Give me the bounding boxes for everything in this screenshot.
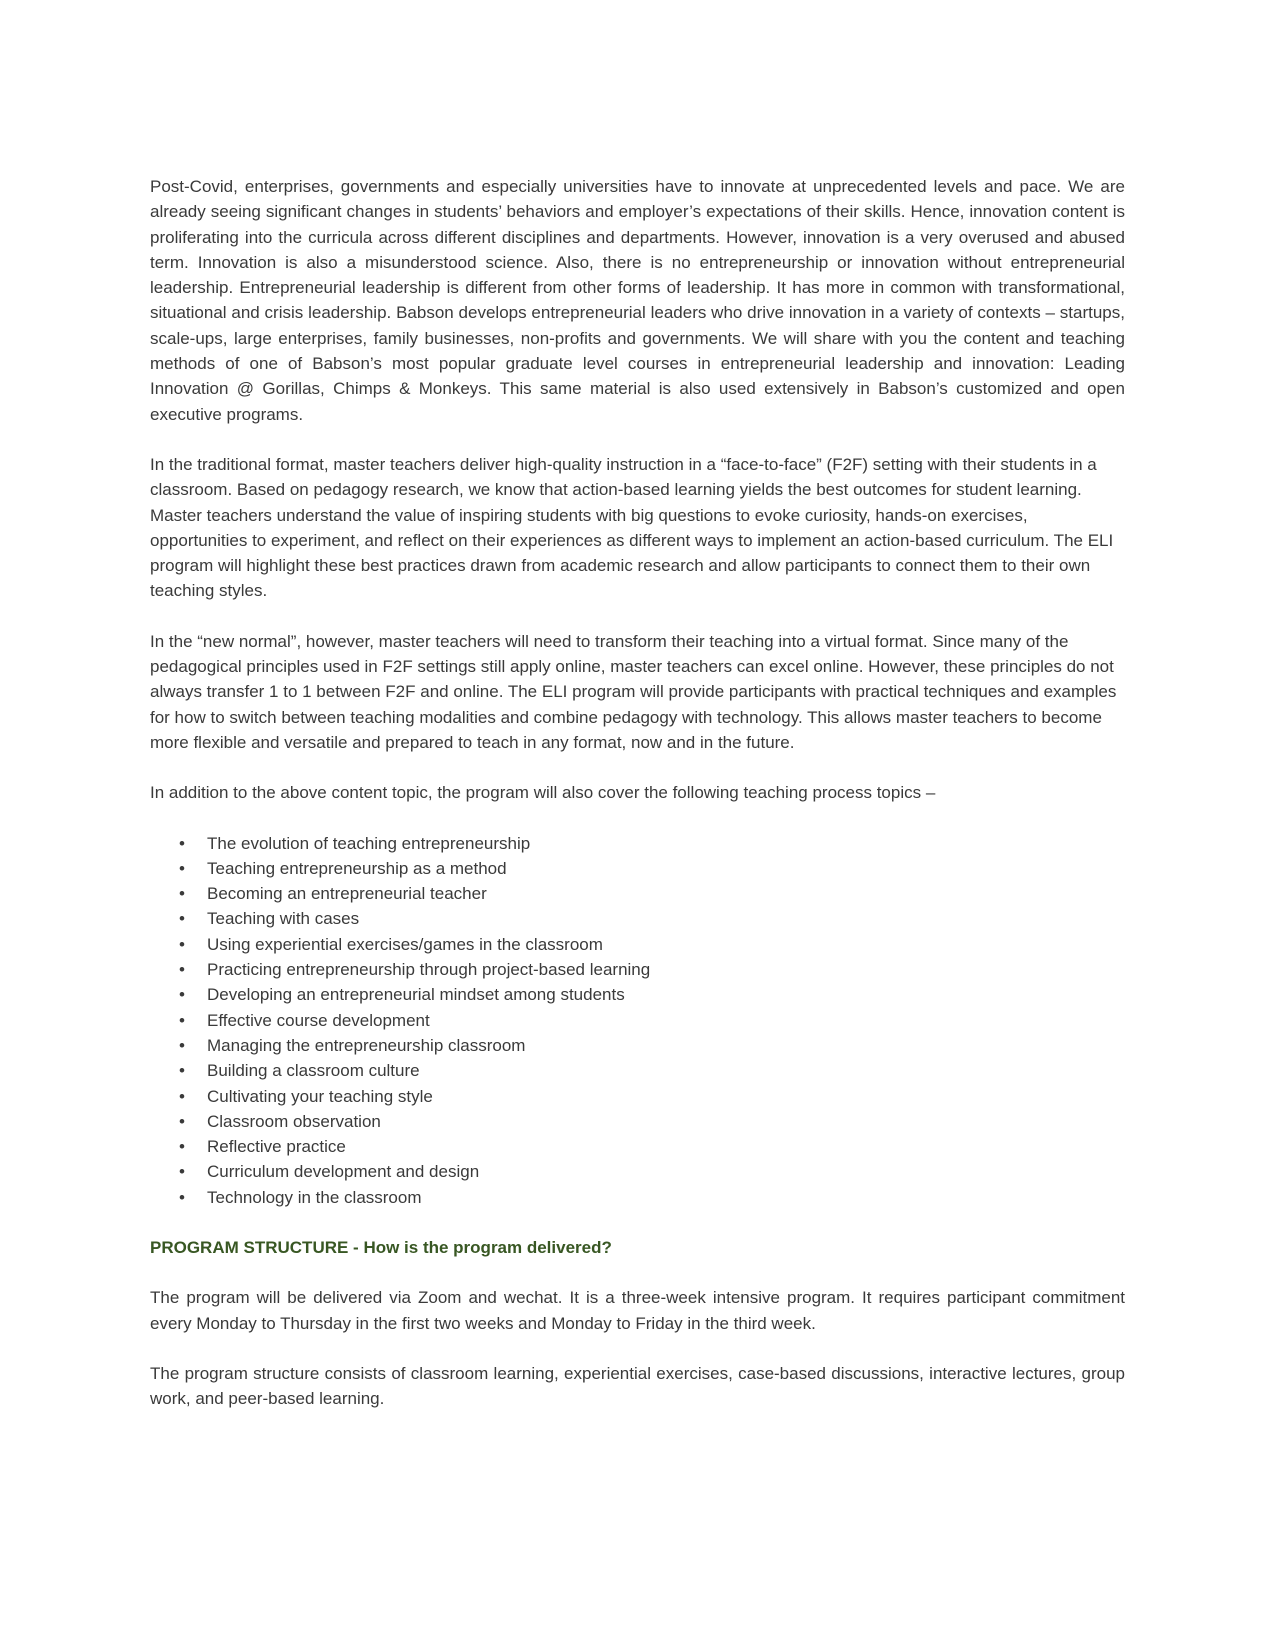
list-item: • Teaching entrepreneurship as a method	[150, 856, 1125, 881]
paragraph-structure: The program structure consists of classroom learning, experiential exercises, case-based discussions, interactive lectures, group work, and peer-based learning.	[150, 1363, 1125, 1409]
list-item: • Building a classroom culture	[150, 1058, 1125, 1083]
paragraph-new-normal: In the “new normal”, however, master teachers will need to transform their teaching into a virtual format. Since many of the pedagogical principles used in F2F settings still apply online, master teachers can excel online. However, these principles do not always transfer 1 to 1 between F2F and online. The ELI program will provide participants with practical techniques and examples for how to switch between teaching modalities and combine pedagogy with technology. This allows master teachers to become more flexible and versatile and prepared to teach in any format, now and in the future.	[150, 631, 1117, 752]
paragraph-delivery: The program will be delivered via Zoom and wechat. It is a three-week intensive program. It requires participant commitment every Monday to Thursday in the first two weeks and Monday to Friday in the third week.	[150, 1288, 1125, 1333]
list-item: • Using experiential exercises/games in the classroom	[150, 932, 1125, 957]
list-item: • Reflective practice	[150, 1134, 1125, 1159]
paragraph-topics-lead: In addition to the above content topic, the program will also cover the following teaching process topics –	[150, 783, 936, 803]
list-item: • Developing an entrepreneurial mindset among students	[150, 982, 1125, 1007]
list-item: • Teaching with cases	[150, 906, 1125, 931]
topics-list	[150, 831, 1125, 1210]
paragraph-intro: Post-Covid, enterprises, governments and especially universities have to innovate at unprecedented levels and pace. We are already seeing significant changes in students’ behaviors and employer’s expectations of their skills. Hence, innovation content is proliferating into the curricula across different disciplines and departments. However, innovation is a very overused and abused term. Innovation is also a misunderstood science. Also, there is no entrepreneurship or innovation without entrepreneurial leadership. Entrepreneurial leadership is different from other forms of leadership. It has more in common with transformational, situational and crisis leadership. Babson develops entrepreneurial leaders who drive innovation in a variety of contexts – startups, scale-ups, large enterprises, family businesses, non-profits and governments. We will share with you the content and teaching methods of one of Babson’s most popular graduate level courses in entrepreneurial leadership and innovation: Leading Innovation @ Gorillas, Chimps & Monkeys. This same material is also used extensively in Babson’s customized and open executive programs.	[150, 177, 1125, 424]
list-item: • Technology in the classroom	[150, 1185, 1125, 1210]
list-item: • Practicing entrepreneurship through project-based learning	[150, 957, 1125, 982]
list-item: • Managing the entrepreneurship classroom	[150, 1033, 1125, 1058]
list-item: • Classroom observation	[150, 1109, 1125, 1134]
list-item: • The evolution of teaching entrepreneurship	[150, 831, 1125, 856]
list-item: • Curriculum development and design	[150, 1159, 1125, 1184]
list-item: • Effective course development	[150, 1008, 1125, 1033]
list-item: • Cultivating your teaching style	[150, 1084, 1125, 1109]
section-heading: PROGRAM STRUCTURE - How is the program delivered?	[150, 1237, 612, 1257]
list-item: • Becoming an entrepreneurial teacher	[150, 881, 1125, 906]
paragraph-traditional-format: In the traditional format, master teachers deliver high-quality instruction in a “face-to-face” (F2F) setting with their students in a classroom. Based on pedagogy research, we know that action-based learning yields the best outcomes for student learning. Master teachers understand the value of inspiring students with big questions to evoke curiosity, hands-on exercises, opportunities to experiment, and reflect on their experiences as different ways to implement an action-based curriculum. The ELI program will highlight these best practices drawn from academic research and allow participants to connect them to their own teaching styles.	[150, 454, 1114, 601]
